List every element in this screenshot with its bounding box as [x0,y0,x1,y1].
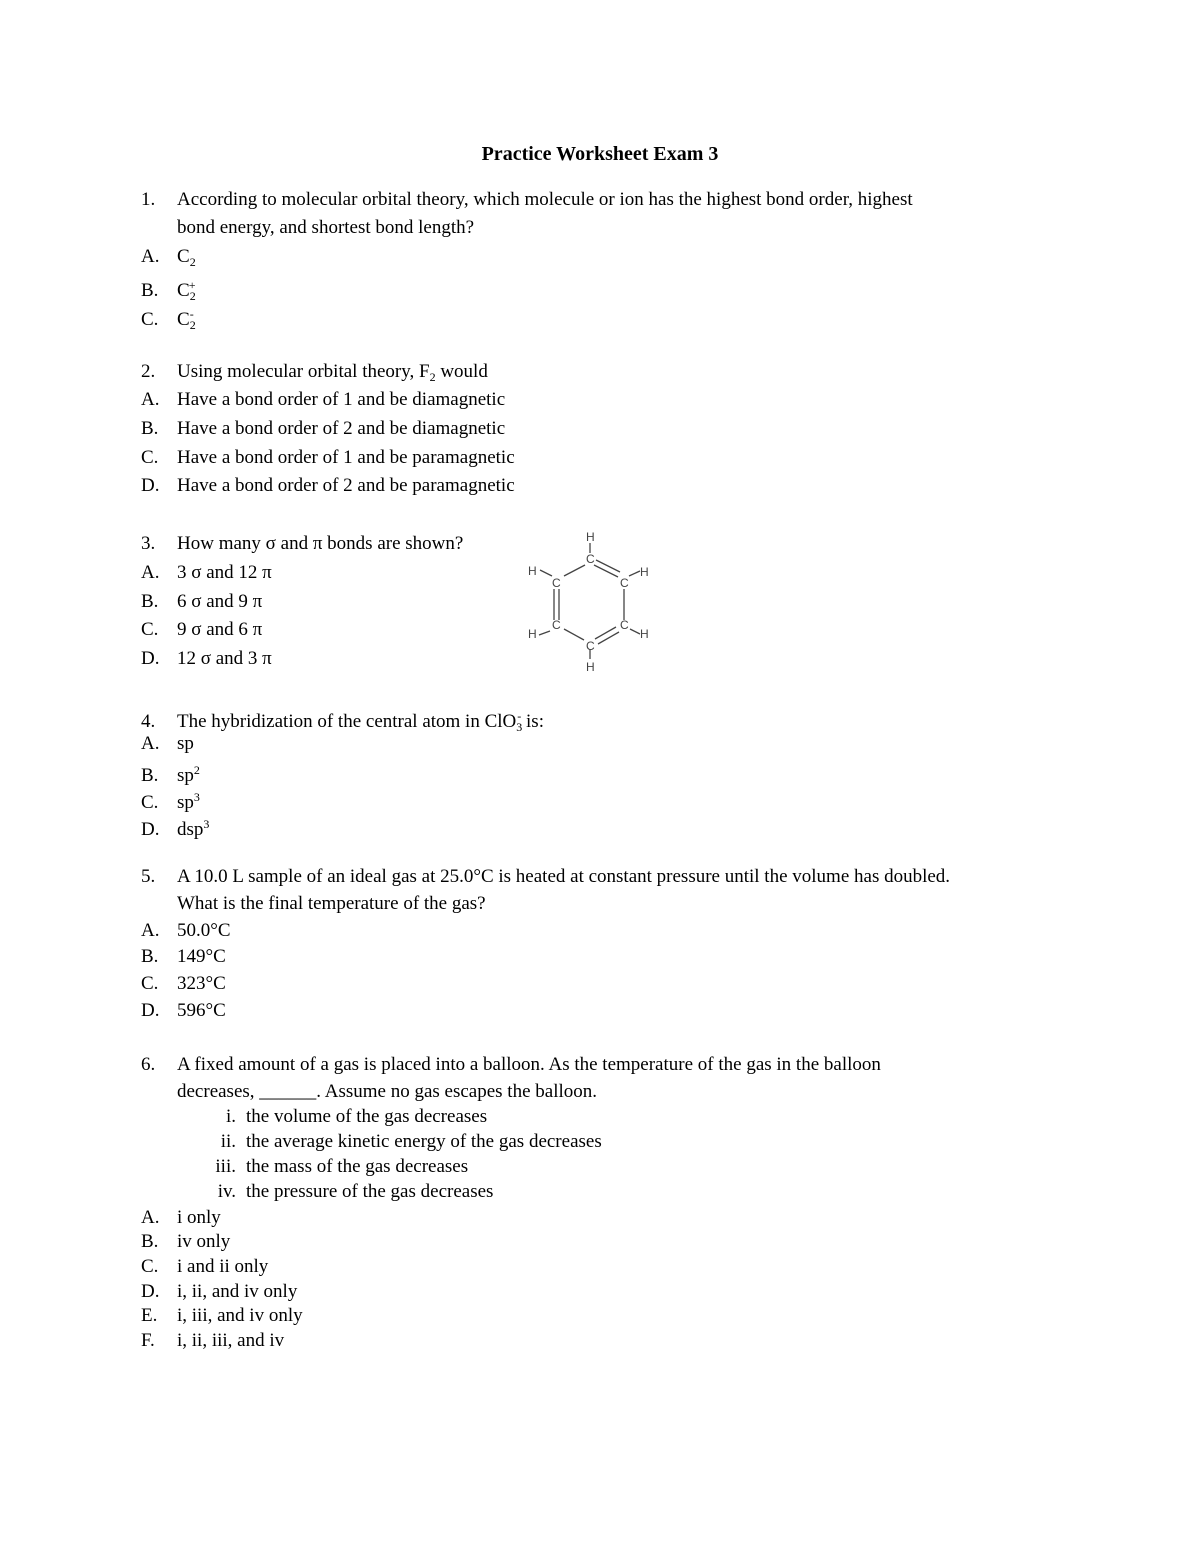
question-2-text: 2. Using molecular orbital theory, $F_2$ would [141,361,488,384]
option-d[interactable]: D. Have a bond order of 2 and be paramagnetic [141,475,515,496]
option-c[interactable]: C. $sp^3$ [141,790,200,813]
carbon-label: C [552,576,561,590]
option-c[interactable]: C. Have a bond order of 1 and be paramagnetic [141,447,515,468]
page-title: Practice Worksheet Exam 3 [481,143,719,165]
option-c[interactable]: C. $C_2^-$ [141,307,196,332]
hydrogen-label: H [586,660,595,674]
hydrogen-label: H [528,627,537,641]
option-b[interactable]: B. $C_2^+$ [141,278,196,303]
carbon-label: C [620,618,629,632]
option-d[interactable]: D. i, ii, and iv only [141,1281,298,1302]
option-e[interactable]: E. i, iii, and iv only [141,1305,303,1326]
option-c[interactable]: C. 323°C [141,973,226,994]
option-a[interactable]: A. sp [141,733,194,754]
question-number: 1. [141,189,156,210]
option-a[interactable]: A. 3 σ and 12 π [141,562,272,583]
hydrogen-label: H [586,530,595,544]
option-a[interactable]: A. $C_2$ [141,246,196,269]
carbon-label: C [552,618,561,632]
option-b[interactable]: B. Have a bond order of 2 and be diamagnetic [141,418,506,439]
carbon-label: C [586,639,595,653]
question-number: 4. [141,711,156,732]
statement-iii: iii. the mass of the gas decreases [215,1156,469,1177]
carbon-label: C [620,576,629,590]
question-6-text: 6. A fixed amount of a gas is placed into a balloon. As the temperature of the gas in the balloon [141,1052,881,1078]
question-6-text-continued: decreases, ______. Assume no gas escapes the balloon. [177,1081,598,1102]
option-d[interactable]: D. 596°C [141,1000,226,1021]
question-1-text-continued: bond energy, and shortest bond length? [177,217,475,238]
option-a[interactable]: A. 50.0°C [141,920,231,941]
question-number: 5. [141,866,156,887]
statement-i: i. the volume of the gas decreases [225,1106,488,1127]
question-5-text: 5. A 10.0 L sample of an ideal gas at 25.0°C is heated at constant pressure until the volume has doubled. [141,864,950,890]
question-number: 6. [141,1054,156,1075]
carbon-label: C [586,552,595,566]
option-b[interactable]: B. iv only [141,1231,231,1252]
question-number: 3. [141,533,156,554]
statement-ii: ii. the average kinetic energy of the gas decreases [220,1131,602,1152]
question-number: 2. [141,361,156,382]
question-1-text: 1. According to molecular orbital theory, which molecule or ion has the highest bond order, highest [141,187,913,213]
option-a[interactable]: A. Have a bond order of 1 and be diamagnetic [141,389,506,410]
question-4-text: 4. The hybridization of the central atom in ClO$_3$- is: [141,709,544,734]
option-b[interactable]: B. 6 σ and 9 π [141,591,263,612]
question-5-text-continued: What is the final temperature of the gas? [177,893,486,914]
option-d[interactable]: D. dsp$^3$ [141,817,210,840]
option-a[interactable]: A. i only [141,1207,221,1228]
hydrogen-label: H [528,564,537,578]
option-d[interactable]: D. 12 σ and 3 π [141,648,272,669]
option-c[interactable]: C. i and ii only [141,1256,269,1277]
statement-iv: iv. the pressure of the gas decreases [217,1181,494,1202]
hydrogen-label: H [640,627,649,641]
hydrogen-label: H [640,565,649,579]
benzene-structure-diagram [520,528,660,674]
option-f[interactable]: F. i, ii, iii, and iv [141,1330,285,1351]
option-c[interactable]: C. 9 σ and 6 π [141,619,263,640]
option-b[interactable]: B. 149°C [141,946,226,967]
question-3-text: 3. How many σ and π bonds are shown? [141,531,463,557]
option-b[interactable]: B. $sp^2$ [141,763,200,786]
